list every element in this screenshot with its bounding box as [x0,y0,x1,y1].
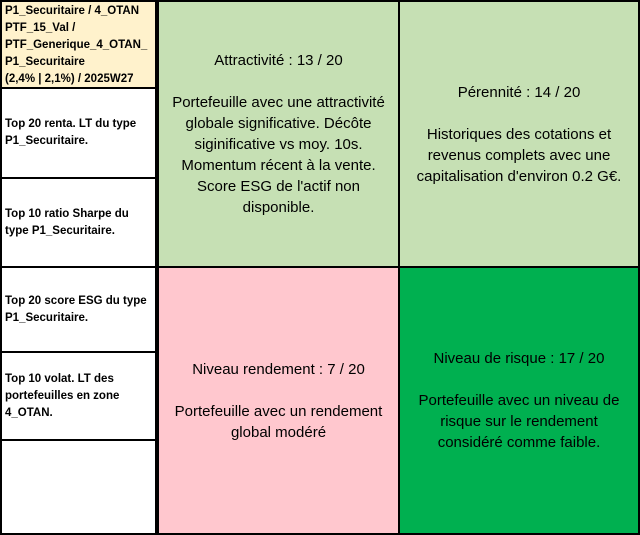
criteria-item [0,177,157,268]
attractivite-description: Portefeuille avec une attractivité globale significative. Décôte siginificative vs moy. 10s. Momentum récent à la vente. Score ESG de l'actif non disponible. [172,94,385,216]
risque-title: Niveau de risque : 17 / 20 [433,350,605,367]
risque-description: Portefeuille avec un niveau de risque sur le rendement considéré comme faible. [418,392,620,451]
criteria-item-text: Top 10 volat. LT des portefeuilles en zone 4_OTAN. [5,372,120,419]
rendement-quadrant [157,266,400,535]
criteria-item-empty [0,439,157,535]
rendement-description: Portefeuille avec un rendement global modéré [174,402,383,441]
criteria-item-text: Top 20 score ESG du type P1_Securitaire. [5,294,147,324]
risque-quadrant [398,266,640,535]
portfolio-header-text: P1_Securitaire / 4_OTAN PTF_15_Val / PTF_Generique_4_OTAN_ P1_Securitaire (2,4% | 2,1%) / 2025W27 [5,5,148,85]
attractivite-quadrant [157,0,400,268]
perennite-description: Historiques des cotations et revenus complets avec une capitalisation d'environ 0.2 G€. [416,125,622,185]
criteria-item [0,351,157,441]
portfolio-header [0,0,157,89]
perennite-quadrant [398,0,640,268]
score-grid [157,0,640,535]
rendement-title: Niveau rendement : 7 / 20 [192,360,365,378]
attractivite-title: Attractivité : 13 / 20 [214,52,343,69]
criteria-item [0,87,157,179]
perennite-title: Pérennité : 14 / 20 [457,83,581,101]
criteria-item-text: Top 10 ratio Sharpe du type P1_Securitaire. [5,207,129,237]
criteria-item-text: Top 20 renta. LT du type P1_Securitaire. [5,118,137,147]
left-panel [0,0,157,535]
criteria-item [0,266,157,353]
